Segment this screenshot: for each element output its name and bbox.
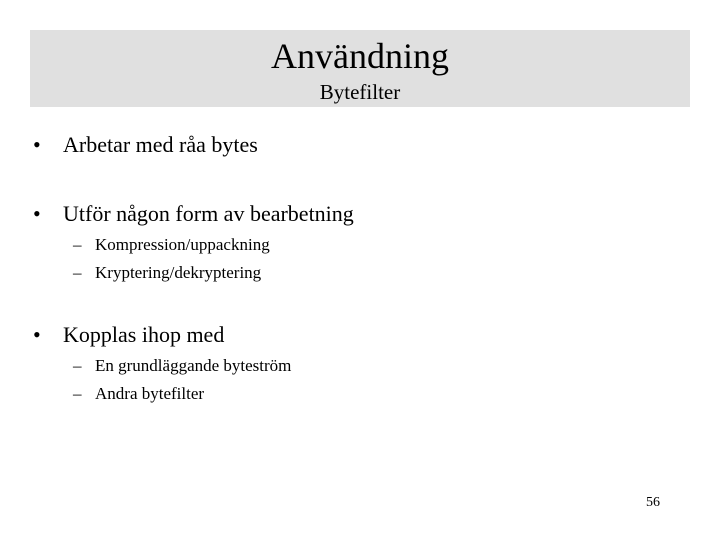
sub-item <box>73 262 261 284</box>
slide-title: Användning <box>271 36 449 76</box>
bullet-marker: • <box>33 322 41 347</box>
page-number: 56 <box>646 495 660 510</box>
bullet-item <box>33 131 258 159</box>
sub-item <box>73 234 270 256</box>
sub-marker: – <box>73 263 82 282</box>
sub-item-text: En grundläggande byteström <box>95 356 292 375</box>
bullet-marker: • <box>33 201 41 226</box>
title-banner <box>30 30 690 107</box>
slide-subtitle: Bytefilter <box>319 80 401 104</box>
sub-item-text: Kompression/uppackning <box>95 235 270 254</box>
bullet-item <box>33 200 354 228</box>
bullet-item <box>33 321 224 349</box>
sub-marker: – <box>73 356 82 375</box>
sub-marker: – <box>73 384 82 403</box>
bullet-text: Kopplas ihop med <box>63 322 225 347</box>
bullet-marker: • <box>33 132 41 157</box>
sub-item-text: Kryptering/dekryptering <box>95 263 262 282</box>
sub-marker: – <box>73 235 82 254</box>
sub-item <box>73 383 204 405</box>
bullet-text: Utför någon form av bearbetning <box>63 201 354 226</box>
sub-item <box>73 355 291 377</box>
bullet-text: Arbetar med råa bytes <box>63 132 258 157</box>
sub-item-text: Andra bytefilter <box>95 384 205 403</box>
